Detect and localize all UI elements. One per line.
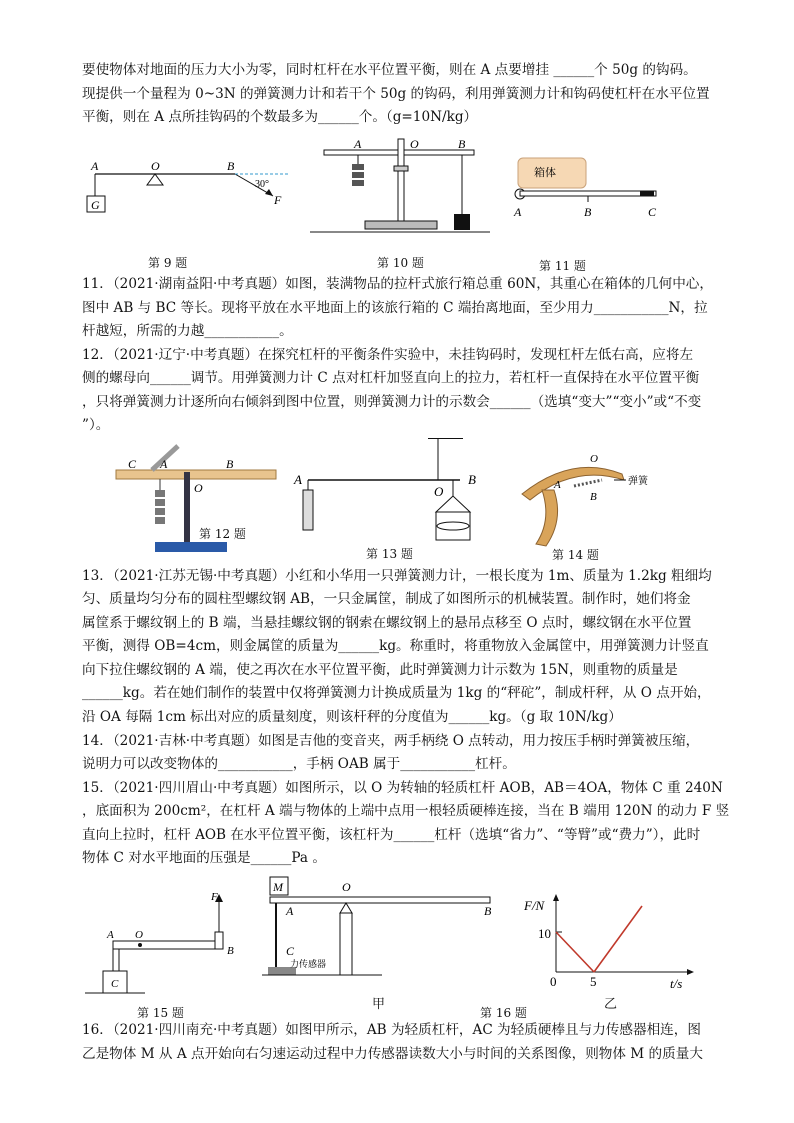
- fig12-caption: 第 12 题: [199, 527, 246, 541]
- fig13-label-b: B: [468, 472, 476, 487]
- fig16-sensor-label: 力传感器: [290, 959, 327, 969]
- text-line-2: 现提供一个量程为 0~3N 的弹簧测力计和若干个 50g 的钩码，利用弹簧测力计和钩码使杠杆在水平位置: [82, 86, 710, 102]
- fig11-label-a: A: [514, 205, 522, 219]
- text-line-22: 直向上拉时，杠杆 AOB 在水平位置平衡，该杠杆为______杠杆（选填“省力”、“等臂”或“费力”），此时: [82, 827, 701, 843]
- fig15-label-f: F: [211, 891, 218, 903]
- fig13-label-o: O: [434, 484, 444, 499]
- text-line-11: 13．（2021·江苏无锡·中考真题）小红和小华用一只弹簧测力计，一根长度为 1m、质量为 1.2kg 粗细均: [82, 568, 712, 584]
- text-line-7: 12．（2021·辽宁·中考真题）在探究杠杆的平衡条件实验中，未挂钩码时，发现杠杆左低右高，应将左: [82, 347, 694, 363]
- text-line-16: ______kg。若在她们制作的装置中仅将弹簧测力计换成质量为 1kg 的“秤砣”，制成杆秤，从 O 点开始，: [82, 685, 711, 701]
- text-line-20: 15．（2021·四川眉山·中考真题）如图所示，以 O 为转轴的轻质杠杆 AOB，AB＝4OA，物体 C 重 240N: [82, 780, 723, 796]
- text-line-10: ”）。: [82, 417, 110, 433]
- figure-12: [100, 432, 280, 560]
- fig9-label-a: A: [91, 159, 99, 173]
- fig10-label-b: B: [458, 137, 466, 151]
- fig15-label-a: A: [107, 929, 114, 941]
- fig14-label-a: A: [554, 479, 561, 491]
- figure-13: [288, 438, 488, 550]
- text-line-21: ，底面积为 200cm²，在杠杆 A 端与物体的上端中点用一根轻质硬棒连接，当在 B 端用 120N 的动力 F 竖: [82, 803, 730, 819]
- fig9-label-f: F: [274, 193, 282, 207]
- text-line-18: 14．（2021·吉林·中考真题）如图是吉他的变音夹，两手柄绕 O 点转动，用力按压手柄时弹簧被压缩，: [82, 733, 700, 749]
- text-line-25: 乙是物体 M 从 A 点开始向右匀速运动过程中力传感器读数大小与时间的关系图像，则物体 M 的质量大: [82, 1046, 703, 1062]
- fig10-label-o: O: [410, 137, 419, 151]
- fig14-label-b: B: [590, 491, 597, 503]
- fig14-caption: 第 14 题: [552, 548, 599, 562]
- fig9-angle: 30°: [255, 179, 269, 190]
- fig16-y10: 10: [538, 926, 551, 941]
- fig11-caption: 第 11 题: [539, 259, 586, 273]
- fig9-label-b: B: [227, 159, 235, 173]
- figure-15: [85, 886, 235, 1004]
- fig12-label-a: A: [160, 457, 168, 471]
- text-line-5: 图中 AB 与 BC 等长。现将平放在水平地面上的该旅行箱的 C 端抬离地面，至少用力___________N，拉: [82, 300, 708, 316]
- text-line-8: 侧的螺母向______调节。用弹簧测力计 C 点对杠杆加竖直向上的拉力，若杠杆一直保持在水平位置平衡: [82, 370, 700, 386]
- text-line-23: 物体 C 对水平地面的压强是______Pa 。: [82, 850, 326, 866]
- fig15-label-o: O: [135, 929, 143, 941]
- text-line-9: ，只将弹簧测力计逐所向右倾斜到图中位置，则弹簧测力计的示数会______（选填“变大”“变小”或“不变: [82, 394, 702, 410]
- fig16-jia-label: 甲: [372, 997, 386, 1012]
- fig14-label-o: O: [590, 453, 598, 465]
- fig12-label-c: C: [128, 457, 137, 471]
- fig15-label-b: B: [227, 945, 234, 957]
- figure-16-jia: [262, 875, 502, 985]
- fig16-yi-label: 乙: [604, 997, 618, 1012]
- fig16-ylabel: F/N: [524, 898, 545, 913]
- fig11-box-label: 箱体: [534, 167, 556, 179]
- fig9-caption: 第 9 题: [148, 256, 188, 270]
- text-line-1: 要使物体对地面的压力大小为零，同时杠杆在水平位置平衡，则在 A 点要增挂 ______个 50g 的钩码。: [82, 62, 697, 78]
- fig14-spring-label: 弹簧: [628, 476, 648, 487]
- text-line-6: 杆越短，所需的力越___________。: [82, 323, 293, 339]
- figure-14: [512, 450, 662, 550]
- fig16-xlabel: t/s: [670, 976, 683, 988]
- fig16-label-c: C: [286, 944, 295, 958]
- fig16-label-a: A: [286, 904, 294, 918]
- text-line-17: 沿 OA 每隔 1cm 标出对应的质量刻度，则该杆秤的分度值为______kg。（g 取 10N/kg）: [82, 709, 622, 725]
- text-line-24: 16．（2021·四川南充·中考真题）如图甲所示，AB 为轻质杠杆，AC 为轻质硬棒且与力传感器相连，图: [82, 1022, 701, 1038]
- figure-9: [85, 158, 295, 238]
- fig13-label-a: A: [294, 472, 302, 487]
- fig15-label-c: C: [111, 978, 119, 990]
- fig10-caption: 第 10 题: [377, 256, 424, 270]
- fig12-label-b: B: [226, 457, 234, 471]
- text-line-4: 11．（2021·湖南益阳·中考真题）如图，装满物品的拉杆式旅行箱总重 60N，其重心在箱体的几何中心，: [82, 276, 713, 292]
- fig16-label-o: O: [342, 880, 351, 894]
- fig16-x0: 0: [550, 974, 557, 988]
- text-line-15: 向下拉住螺纹钢的 A 端，使之再次在水平位置平衡，此时弹簧测力计示数为 15N，则重物的质量是: [82, 662, 678, 678]
- chart-line-down: [556, 932, 594, 972]
- figure-16-yi-chart: [522, 876, 702, 988]
- text-line-3: 平衡，则在 A 点所挂钩码的个数最多为______个。（g=10N/kg）: [82, 109, 478, 125]
- fig16-x5: 5: [590, 974, 597, 988]
- fig13-caption: 第 13 题: [366, 547, 413, 561]
- text-line-12: 匀、质量均匀分布的圆柱型螺纹钢 AB，一只金属筐，制成了如图所示的机械装置。制作时，她们将金: [82, 591, 691, 607]
- text-line-13: 属筐系于螺纹钢上的 B 端，当悬挂螺纹钢的钢索在螺纹钢上的悬吊点移至 O 点时，螺纹钢在水平位置: [82, 615, 692, 631]
- text-line-14: 平衡，测得 OB=4cm，则金属筐的质量为______kg。称重时，将重物放入金属筐中，用弹簧测力计竖直: [82, 638, 709, 654]
- fig16-label-m: M: [273, 880, 283, 894]
- fig15-caption: 第 15 题: [137, 1006, 184, 1020]
- fig11-label-c: C: [648, 205, 657, 219]
- fig11-label-b: B: [584, 205, 592, 219]
- fig9-label-g: G: [91, 198, 100, 212]
- fig16-label-b: B: [484, 904, 492, 918]
- chart-line-up: [594, 906, 642, 972]
- text-line-19: 说明力可以改变物体的___________，手柄 OAB 属于___________杠杆。: [82, 756, 516, 772]
- figure-11: [508, 152, 678, 222]
- fig10-label-a: A: [354, 137, 362, 151]
- fig12-label-o: O: [194, 481, 203, 495]
- figure-10: [310, 136, 500, 244]
- fig9-label-o: O: [151, 159, 160, 173]
- fig16-caption: 第 16 题: [480, 1006, 527, 1020]
